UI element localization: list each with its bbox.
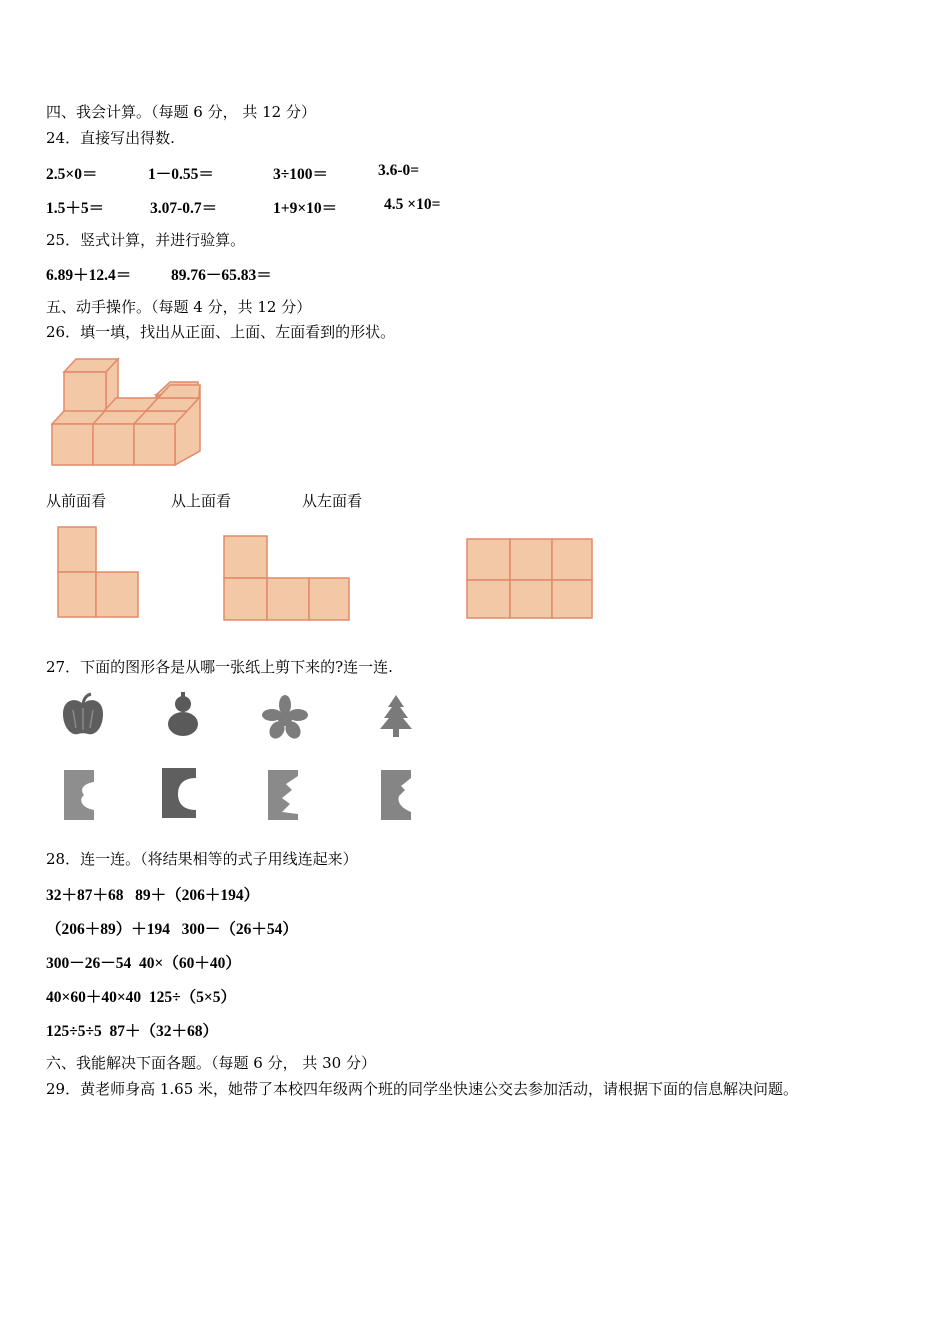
q28-right[interactable]: 300－（26＋54） [181, 921, 298, 938]
view-shape-2[interactable] [221, 534, 356, 624]
paper-sheet-2[interactable] [160, 766, 204, 821]
q24-item: 2.5×0＝ [46, 166, 98, 183]
q25-item: 89.76－65.83＝ [171, 267, 272, 284]
paper-sheet-1[interactable] [62, 768, 102, 823]
section4-header: 四、我会计算。（每题 6 分， 共 12 分） [46, 103, 316, 121]
view-label-top: 从上面看 [171, 492, 232, 510]
section5-header: 五、动手操作。（每题 4 分，共 12 分） [46, 298, 312, 316]
view-shape-3[interactable] [465, 536, 600, 621]
q24-item: 3.6-0= [378, 162, 420, 179]
q28-row [46, 985, 236, 1007]
flower-shape-icon[interactable] [260, 694, 310, 744]
apple-shape-icon[interactable] [58, 692, 108, 742]
q24-item: 1+9×10＝ [273, 200, 338, 217]
q28-left[interactable]: 32＋87＋68 [46, 887, 124, 904]
q29-text: 29．黄老师身高 1.65 米，她带了本校四年级两个班的同学坐快速公交去参加活动，请根据下面的信息解决问题。 [46, 1080, 799, 1098]
section6-header: 六、我能解决下面各题。（每题 6 分， 共 30 分） [46, 1054, 376, 1072]
q24-title: 24．直接写出得数. [46, 129, 175, 147]
q28-left[interactable]: 300－26－54 [46, 955, 132, 972]
q28-right[interactable]: 40×（60＋40） [139, 955, 241, 972]
q25-item: 6.89＋12.4＝ [46, 267, 132, 284]
q28-right[interactable]: 87＋（32＋68） [109, 1023, 219, 1040]
q28-right[interactable]: 89＋（206＋194） [135, 887, 260, 904]
q27-title: 27．下面的图形各是从哪一张纸上剪下来的?连一连. [46, 658, 393, 676]
q28-row [46, 1019, 218, 1041]
q28-left[interactable]: （206＋89）＋194 [46, 921, 171, 938]
q24-item: 3.07-0.7＝ [150, 200, 218, 217]
q25-title: 25．竖式计算，并进行验算。 [46, 231, 246, 249]
view-shape-1[interactable] [55, 525, 145, 620]
q28-row [46, 917, 298, 939]
gourd-shape-icon[interactable] [158, 690, 208, 742]
view-label-front: 从前面看 [46, 492, 107, 510]
paper-sheet-3[interactable] [266, 768, 306, 823]
view-label-left: 从左面看 [302, 492, 363, 510]
tree-shape-icon[interactable] [374, 693, 418, 741]
q28-right[interactable]: 125÷（5×5） [148, 989, 237, 1006]
q28-title: 28．连一连。（将结果相等的式子用线连起来） [46, 850, 358, 868]
cube-stack-figure [48, 355, 208, 470]
q28-row [46, 951, 241, 973]
q24-item: 3÷100＝ [273, 166, 329, 183]
q24-item: 1.5＋5＝ [46, 200, 105, 217]
q28-left[interactable]: 125÷5÷5 [46, 1023, 102, 1040]
q24-item: 1－0.55＝ [148, 166, 214, 183]
q26-title: 26．填一填，找出从正面、上面、左面看到的形状。 [46, 323, 396, 341]
q28-left[interactable]: 40×60＋40×40 [46, 989, 142, 1006]
paper-sheet-4[interactable] [379, 768, 419, 823]
q24-item: 4.5 ×10= [384, 196, 441, 213]
q28-row [46, 883, 259, 905]
